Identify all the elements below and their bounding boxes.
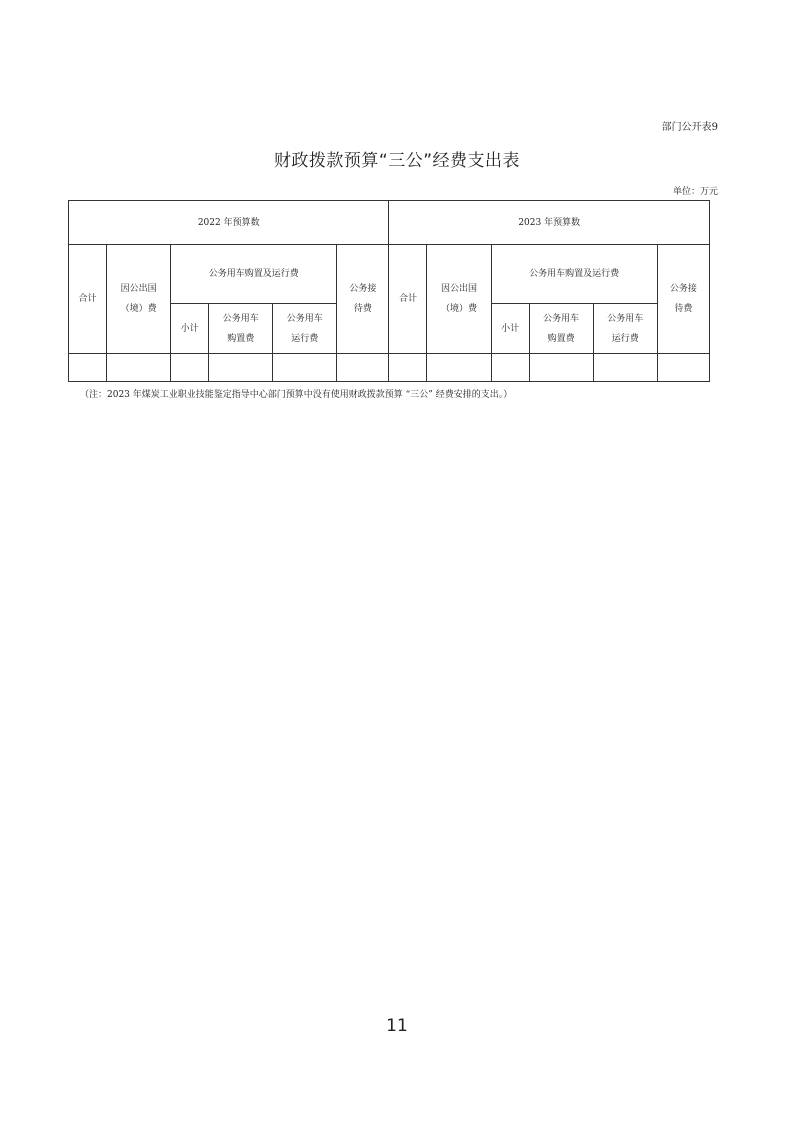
header-line: 公务用车 [222,313,259,324]
header-line: 运行费 [611,333,639,344]
table-number-label: 部门公开表9 [661,122,718,133]
budget-table [68,200,710,382]
abroad-header [107,245,171,354]
header-line: 公务接 [669,284,697,294]
abroad-header [427,245,491,354]
unit-label: 单位：万元 [672,187,718,197]
page-title: 财政拨款预算“三公”经费支出表 [273,151,521,171]
vehicle-operation-header [593,304,657,354]
year-header-2023: 2023 年预算数 [389,201,710,245]
reception-header [337,245,389,354]
reception-header [657,245,709,354]
value-cell [273,354,337,382]
value-cell [107,354,171,382]
value-cell [69,354,107,382]
header-line: 公务接 [349,284,377,294]
header-line: 运行费 [291,333,319,344]
header-line: 公务用车 [607,313,644,324]
vehicle-purchase-header [529,304,593,354]
total-header: 合计 [389,245,427,354]
header-line: 因公出国 [441,284,478,294]
header-line: （境）费 [441,304,478,314]
header-line: 公务用车 [286,313,323,324]
header-line: 购置费 [227,333,255,344]
vehicle-header: 公务用车购置及运行费 [491,245,657,304]
value-cell [657,354,709,382]
year-header-2022: 2022 年预算数 [69,201,389,245]
header-line: 因公出国 [120,284,157,294]
value-cell [529,354,593,382]
table-row [69,354,710,382]
header-line: 购置费 [547,333,575,344]
total-header: 合计 [69,245,107,354]
vehicle-header: 公务用车购置及运行费 [171,245,337,304]
page-number: 11 [386,1016,408,1036]
header-line: 待费 [353,304,372,314]
value-cell [209,354,273,382]
value-cell [593,354,657,382]
subtotal-header: 小计 [171,304,209,354]
vehicle-operation-header [273,304,337,354]
value-cell [337,354,389,382]
header-line: 公务用车 [543,313,580,324]
value-cell [171,354,209,382]
vehicle-purchase-header [209,304,273,354]
value-cell [427,354,491,382]
subtotal-header: 小计 [491,304,529,354]
header-line: 待费 [674,304,693,314]
header-line: （境）费 [120,304,157,314]
value-cell [389,354,427,382]
value-cell [491,354,529,382]
footnote: （注：2023 年煤炭工业职业技能鉴定指导中心部门预算中没有使用财政拨款预算 “三公” 经费安排的支出。） [80,390,513,400]
